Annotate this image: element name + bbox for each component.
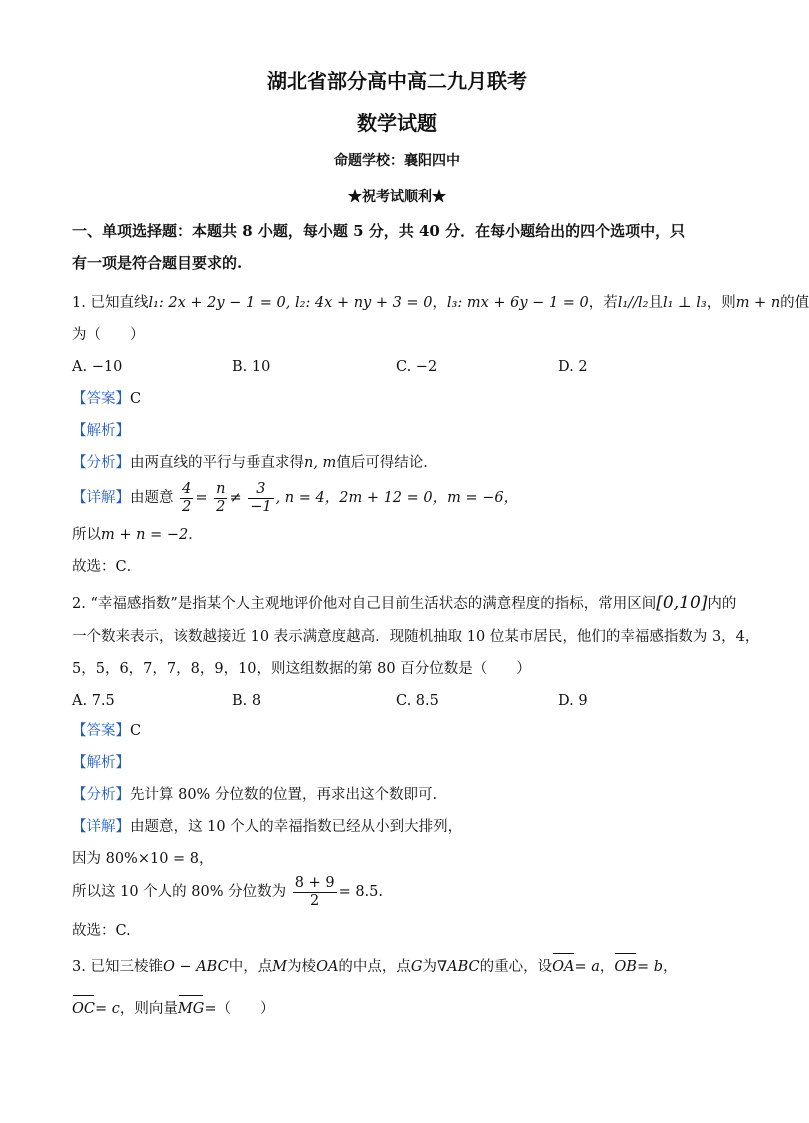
q2-line1-post: 内的 (707, 596, 737, 612)
frac-den: 2 (182, 498, 192, 515)
q3-mid4: 为 (422, 959, 438, 975)
q3-end1: ， (663, 959, 678, 975)
q3-vector-ob: OB (614, 956, 637, 978)
fenxi-pre: 由两直线的平行与垂直求得 (130, 455, 304, 471)
q3-vector-mg: MG (178, 998, 204, 1020)
detail-text: 由题意，这 10 个人的幸福指数已经从小到大排列， (130, 819, 463, 835)
q2-so (72, 872, 383, 912)
q3-eq-b: = b (636, 959, 663, 975)
q2-stem-line2: 一个数来表示，该数越接近 10 表示满意度越高．现随机抽取 10 位某市居民，他们的幸福感指数为 3，4， (72, 629, 760, 645)
q1-ask-post: 的值 (780, 295, 809, 311)
q1-stem-line2: 为（ ） (72, 327, 145, 343)
q3-line2-post: =（ ） (204, 1001, 275, 1017)
q3-triangle: ∇ABC (437, 959, 480, 975)
page-title: 湖北省部分高中高二九月联考 (267, 69, 527, 93)
q1-detail (72, 478, 518, 518)
q1-choose: 故选：C． (72, 559, 142, 575)
q2-because: 因为 80%×10 = 8， (72, 851, 214, 867)
q2-options (72, 690, 722, 712)
answer-tag: 【答案】 (72, 723, 130, 739)
q3-sep: ， (599, 959, 615, 975)
q2-choose: 故选：C. (72, 923, 131, 939)
q1-eq-l1: l₁: 2x + 2y − 1 = 0, l₂: 4x + ny + 3 = 0 (148, 295, 433, 311)
q1-comma: ， (432, 295, 447, 311)
q3-vector-oc: OC (72, 998, 95, 1020)
q2-detail (72, 816, 462, 838)
q3-pyramid: O − ABC (162, 959, 229, 975)
q1-ask-pre: ，则 (706, 295, 736, 311)
page-subtitle: 数学试题 (357, 111, 437, 135)
q1-fraction-3 (248, 481, 273, 516)
q2-analysis-tag: 【解析】 (72, 755, 130, 771)
q1-fraction-1 (180, 481, 193, 516)
q1-analysis-tag: 【解析】 (72, 423, 130, 439)
q1-fenxi (72, 452, 428, 474)
detail-post: , n = 4，2m + 12 = 0，m = −6， (275, 490, 519, 506)
q3-mid5: 的重心，设 (479, 959, 553, 975)
fenxi-post: 值后可得结论. (336, 455, 428, 471)
q1-eq-l3: l₃: mx + 6y − 1 = 0 (446, 295, 589, 311)
q1-cond-and: 且 (648, 295, 663, 311)
q3-line2-mid: ，则向量 (119, 1001, 178, 1017)
fenxi-vars: n, m (304, 455, 337, 471)
q2-answer (72, 720, 141, 742)
q1-option-a: A. −10 (72, 359, 123, 375)
q2-option-b: B. 8 (232, 693, 262, 709)
fenxi-tag: 【分析】 (72, 787, 130, 803)
q1-cond1: l₁//l₂ (617, 295, 649, 311)
fenxi-text: 先计算 80% 分位数的位置，再求出这个数即可. (130, 787, 438, 803)
frac-num: 3 (256, 480, 266, 497)
q3-pre: 3. 已知三棱锥 (72, 959, 163, 975)
detail-tag: 【详解】 (72, 819, 130, 835)
q2-stem-line1 (72, 592, 736, 615)
q2-interval: [0,10] (656, 593, 708, 613)
section-heading-line2: 有一项是符合题目要求的. (72, 254, 243, 272)
q3-vector-oa: OA (552, 956, 574, 978)
q2-line1-pre: 2. “幸福感指数”是指某个人主观地评价他对自己目前生活状态的满意程度的指标，常用区间 (72, 596, 657, 612)
so-pre: 所以 (72, 527, 101, 543)
detail-pre: 由题意 (130, 490, 174, 506)
q3-stem-line2 (72, 998, 274, 1020)
frac-num: n (216, 480, 226, 497)
q1-options (72, 356, 722, 378)
frac-den: −1 (250, 498, 272, 515)
answer-tag: 【答案】 (72, 391, 130, 407)
q1-stem-line1 (72, 292, 809, 314)
q3-stem-line1 (72, 956, 678, 978)
frac-num: 4 (182, 480, 192, 497)
not-equal-sign: ≠ (229, 490, 242, 506)
q1-so (72, 524, 203, 546)
q1-prefix: 1. 已知直线 (72, 295, 149, 311)
so-math: m + n = −2 (101, 527, 189, 543)
school-line: 命题学校：襄阳四中 (334, 153, 460, 169)
answer-value: C (130, 391, 142, 407)
q1-answer (72, 388, 141, 410)
q1-option-d: D. 2 (558, 359, 588, 375)
q1-fraction-2 (214, 481, 227, 516)
q3-edge-oa: OA (316, 959, 339, 975)
so-post: ． (188, 527, 203, 543)
q1-cond2: l₁ ⊥ l₃ (662, 295, 707, 311)
q1-cond-pre: ，若 (588, 295, 618, 311)
q2-fraction (293, 875, 337, 910)
frac-den: 2 (214, 498, 227, 516)
q1-option-c: C. −2 (396, 359, 438, 375)
so-post: = 8.5. (338, 884, 383, 900)
frac-num: 8 + 9 (294, 874, 335, 891)
answer-value: C (130, 723, 142, 739)
q3-point-m: M (272, 959, 288, 975)
section-heading-line1: 一、单项选择题：本题共 8 小题，每小题 5 分，共 40 分．在每小题给出的四个选项中，只 (72, 222, 686, 240)
q1-option-b: B. 10 (232, 359, 271, 375)
q2-option-a: A. 7.5 (72, 693, 115, 709)
q3-mid2: 为棱 (287, 959, 317, 975)
blessing-line: ★祝考试顺利★ (348, 189, 446, 205)
so-pre: 所以这 10 个人的 80% 分位数为 (72, 884, 287, 900)
fenxi-tag: 【分析】 (72, 455, 130, 471)
q3-point-g: G (410, 959, 423, 975)
equals-sign: = (195, 490, 208, 506)
q2-stem-line3: 5，5，6，7，7，8，9，10，则这组数据的第 80 百分位数是（ ） (72, 661, 531, 677)
frac-den: 2 (293, 892, 337, 910)
q1-ask: m + n (735, 295, 781, 311)
q2-fenxi (72, 784, 437, 806)
q3-eq-c: = c (94, 1001, 120, 1017)
detail-tag: 【详解】 (72, 490, 130, 506)
q3-mid1: 中，点 (228, 959, 273, 975)
q2-option-d: D. 9 (558, 693, 588, 709)
q3-mid3: 的中点，点 (338, 959, 411, 975)
q3-eq-a: = a (574, 959, 600, 975)
q2-option-c: C. 8.5 (396, 693, 439, 709)
